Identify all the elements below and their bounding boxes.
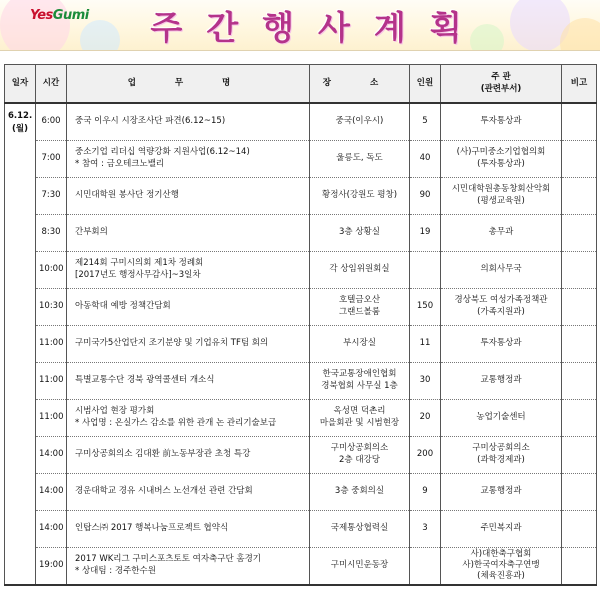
note-cell — [562, 214, 597, 251]
weekday-text: (월) — [12, 123, 28, 134]
header-banner — [0, 0, 600, 51]
people-cell: 150 — [410, 288, 441, 325]
place-cell — [310, 436, 410, 473]
time-cell: 7:00 — [36, 140, 67, 177]
people-cell — [410, 251, 441, 288]
task-line: 제214회 구미시의회 제1차 정례회 — [75, 258, 204, 269]
table-row — [5, 473, 597, 510]
schedule-table — [4, 64, 597, 586]
decor-flower — [80, 20, 120, 51]
host-line-2: (과학경제과) — [477, 454, 525, 465]
header-people: 인원 — [410, 65, 441, 104]
host-cell — [441, 214, 562, 251]
task-line: 시민대학원 봉사단 정기산행 — [75, 189, 179, 200]
place-cell — [310, 325, 410, 362]
place-cell — [310, 288, 410, 325]
place-line: 구미상공회의소 — [330, 443, 389, 454]
logo-main: Yes — [30, 8, 53, 23]
table-row — [5, 288, 597, 325]
host-line: 구미상공회의소 — [472, 443, 530, 454]
host-line: 의회사무국 — [480, 263, 522, 274]
place-line-2: 2층 대강당 — [339, 454, 380, 465]
place-line: 한국교통장애인협회 — [322, 369, 397, 380]
place-cell — [310, 473, 410, 510]
task-line: 간부회의 — [75, 226, 108, 237]
task-cell — [67, 251, 310, 288]
task-cell — [67, 547, 310, 585]
task-detail: * 상대팀 : 경주한수원 — [75, 565, 156, 576]
task-line: 경운대학교 경유 시내버스 노선개선 관련 간담회 — [75, 485, 253, 496]
host-line: 사)대한축구협회 — [470, 548, 532, 559]
place-line: 호텔금오산 — [338, 295, 381, 306]
note-cell — [562, 436, 597, 473]
time-cell: 19:00 — [36, 547, 67, 585]
header-task: 업 무 명 — [67, 65, 310, 104]
host-cell — [441, 399, 562, 436]
people-cell: 90 — [410, 177, 441, 214]
host-line: 총무과 — [488, 226, 514, 237]
header-host-main: 주 관 — [491, 72, 511, 83]
task-cell — [67, 399, 310, 436]
host-cell — [441, 103, 562, 140]
header-time: 시간 — [36, 65, 67, 104]
host-cell — [441, 547, 562, 585]
place-line-2: 마을회관 및 시범현장 — [319, 417, 400, 428]
host-line-2: 사)한국여자축구연맹 — [462, 559, 540, 570]
task-cell — [67, 214, 310, 251]
note-cell — [562, 547, 597, 585]
place-cell — [310, 510, 410, 547]
table-row — [5, 399, 597, 436]
time-cell: 8:30 — [36, 214, 67, 251]
logo — [30, 8, 89, 23]
task-cell — [67, 288, 310, 325]
note-cell — [562, 325, 597, 362]
host-cell — [441, 140, 562, 177]
place-cell — [310, 140, 410, 177]
table-row — [5, 436, 597, 473]
people-cell — [410, 547, 441, 585]
time-cell: 6:00 — [36, 103, 67, 140]
note-cell — [562, 103, 597, 140]
host-cell — [441, 288, 562, 325]
people-cell: 5 — [410, 103, 441, 140]
people-cell: 200 — [410, 436, 441, 473]
task-cell — [67, 473, 310, 510]
table-row — [5, 140, 597, 177]
place-cell — [310, 362, 410, 399]
host-line: 농업기술센터 — [476, 411, 526, 422]
host-line-2: (평생교육원) — [477, 195, 525, 206]
table-row — [5, 510, 597, 547]
task-line: 중국 이우시 시장조사단 파견(6.12~15) — [75, 116, 226, 127]
task-line: 인탑스㈜ 2017 행복나눔프로젝트 협약식 — [75, 522, 229, 533]
task-cell — [67, 177, 310, 214]
task-cell — [67, 362, 310, 399]
task-line: 중소기업 리더십 역량강화 지원사업(6.12~14) — [75, 147, 250, 158]
place-line: 국제통상협력실 — [330, 522, 389, 533]
note-cell — [562, 510, 597, 547]
note-cell — [562, 399, 597, 436]
header-place: 장 소 — [310, 65, 410, 104]
host-line-2: (투자통상과) — [477, 158, 525, 169]
task-line: 아동학대 예방 정책간담회 — [75, 300, 171, 311]
date-text: 6.12. — [8, 111, 33, 121]
host-line: 투자통상과 — [480, 337, 522, 348]
people-cell: 20 — [410, 399, 441, 436]
time-cell: 7:30 — [36, 177, 67, 214]
place-cell — [310, 103, 410, 140]
people-cell: 9 — [410, 473, 441, 510]
host-cell — [441, 177, 562, 214]
host-line: 투자통상과 — [480, 116, 522, 127]
task-line: 2017 WK리그 구미스포츠토토 여자축구단 홈경기 — [75, 554, 262, 565]
host-cell — [441, 473, 562, 510]
host-line-2: (가족지원과) — [477, 306, 525, 317]
date-cell — [5, 103, 36, 585]
note-cell — [562, 362, 597, 399]
header-host-sub: (관련부서) — [480, 83, 522, 94]
place-line-2: 그랜드볼룸 — [338, 306, 381, 317]
note-cell — [562, 473, 597, 510]
host-line: (사)구미중소기업협의회 — [456, 147, 546, 158]
task-cell — [67, 103, 310, 140]
host-cell — [441, 251, 562, 288]
note-cell — [562, 140, 597, 177]
host-cell — [441, 510, 562, 547]
place-line: 구미시민운동장 — [330, 559, 389, 570]
place-line: 3층 중회의실 — [334, 485, 385, 496]
people-cell: 40 — [410, 140, 441, 177]
host-line: 경상북도 여성가족정책관 — [454, 295, 548, 306]
host-line: 교통행정과 — [480, 374, 522, 385]
table-row — [5, 362, 597, 399]
task-line: 구미상공회의소 김대환 前노동부장관 초청 특강 — [75, 448, 251, 459]
people-cell: 3 — [410, 510, 441, 547]
time-cell: 14:00 — [36, 473, 67, 510]
host-line-3: (체육진흥과) — [477, 571, 525, 582]
host-line: 주민복지과 — [480, 522, 522, 533]
table-header-row — [5, 65, 597, 104]
place-cell — [310, 251, 410, 288]
host-cell — [441, 362, 562, 399]
host-line: 교통행정과 — [480, 485, 522, 496]
table-row — [5, 547, 597, 585]
place-line: 각 상임위원회실 — [329, 263, 390, 274]
table-row — [5, 214, 597, 251]
header-host — [441, 65, 562, 104]
place-line: 울릉도, 독도 — [336, 152, 383, 163]
time-cell: 10:30 — [36, 288, 67, 325]
task-line: 시범사업 현장 평가회 — [75, 406, 155, 417]
task-line: 구미국가5산업단지 조기분양 및 기업유치 TF팀 회의 — [75, 337, 269, 348]
time-cell: 14:00 — [36, 436, 67, 473]
time-cell: 11:00 — [36, 325, 67, 362]
time-cell: 10:00 — [36, 251, 67, 288]
host-cell — [441, 325, 562, 362]
place-line: 옥성면 덕촌리 — [333, 406, 386, 417]
place-line-2: 경북협회 사무실 1층 — [321, 380, 398, 391]
place-line: 황정사(강원도 평창) — [321, 189, 398, 200]
note-cell — [562, 288, 597, 325]
table-row — [5, 103, 597, 140]
table-row — [5, 325, 597, 362]
task-detail: * 사업명 : 온실가스 감소를 위한 관개 논 관리기술보급 — [75, 417, 277, 428]
logo-sub: Gumi — [52, 8, 89, 23]
header-date: 일자 — [5, 65, 36, 104]
place-cell — [310, 177, 410, 214]
people-cell: 30 — [410, 362, 441, 399]
place-cell — [310, 399, 410, 436]
people-cell: 19 — [410, 214, 441, 251]
place-cell — [310, 547, 410, 585]
task-line: 특별교통수단 경북 광역콜센터 개소식 — [75, 374, 215, 385]
table-row — [5, 177, 597, 214]
header-note: 비고 — [562, 65, 597, 104]
task-cell — [67, 510, 310, 547]
people-cell: 11 — [410, 325, 441, 362]
task-cell — [67, 140, 310, 177]
time-cell: 14:00 — [36, 510, 67, 547]
host-line: 시민대학원총동창회산악회 — [451, 184, 551, 195]
place-line: 중국(이우시) — [335, 116, 384, 127]
place-line: 부시장실 — [343, 337, 376, 348]
task-cell — [67, 325, 310, 362]
place-cell — [310, 214, 410, 251]
task-cell — [67, 436, 310, 473]
time-cell: 11:00 — [36, 362, 67, 399]
task-detail: * 참여 : 금오테크노밸리 — [75, 158, 165, 169]
time-cell: 11:00 — [36, 399, 67, 436]
host-cell — [441, 436, 562, 473]
table-row — [5, 251, 597, 288]
note-cell — [562, 177, 597, 214]
note-cell — [562, 251, 597, 288]
place-line: 3층 상황실 — [339, 226, 380, 237]
page-title: 주간행사계획 — [150, 7, 486, 47]
task-detail: [2017년도 행정사무감사]~3일차 — [75, 269, 201, 280]
